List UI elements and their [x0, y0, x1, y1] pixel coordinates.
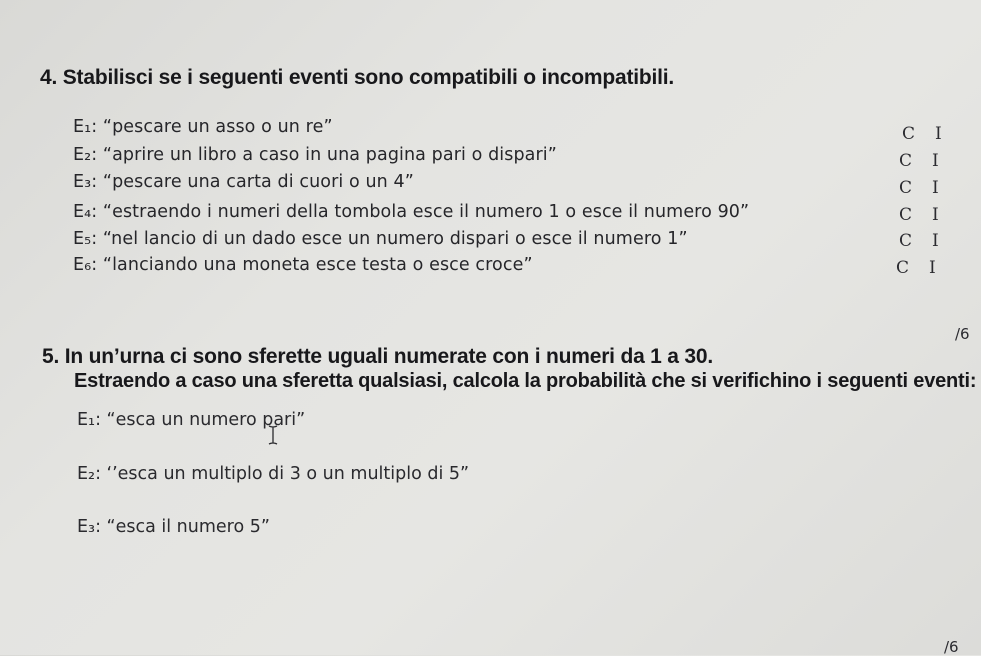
choice-compatible[interactable]: C: [899, 178, 913, 198]
choice-incompatible[interactable]: I: [929, 258, 936, 278]
q5-event-3: E₃: “esca il numero 5”: [77, 517, 270, 537]
q4-choice-row-3: [899, 178, 939, 198]
q5-score: /6: [944, 638, 959, 656]
q4-score: /6: [955, 325, 970, 343]
q4-event-5: E₅: “nel lancio di un dado esce un numero dispari o esce il numero 1”: [73, 229, 688, 249]
q4-choice-row-4: [899, 205, 939, 225]
q4-event-4: E₄: “estraendo i numeri della tombola esce il numero 1 o esce il numero 90”: [73, 202, 750, 222]
q5-event-1: E₁: “esca un numero pari”: [77, 410, 306, 430]
q4-event-2: E₂: “aprire un libro a caso in una pagina pari o dispari”: [73, 145, 557, 165]
choice-incompatible[interactable]: I: [932, 151, 939, 171]
choice-compatible[interactable]: C: [899, 231, 913, 251]
question-5-title: 5. In un’urna ci sono sferette uguali numerate con i numeri da 1 a 30.: [42, 345, 714, 368]
choice-compatible[interactable]: C: [899, 151, 913, 171]
q4-event-1: E₁: “pescare un asso o un re”: [73, 117, 333, 137]
choice-compatible[interactable]: C: [896, 258, 910, 278]
choice-incompatible[interactable]: I: [932, 178, 939, 198]
choice-incompatible[interactable]: I: [935, 124, 942, 144]
q5-event-2: E₂: ‘’esca un multiplo di 3 o un multiplo di 5”: [77, 464, 470, 484]
choice-compatible[interactable]: C: [899, 205, 913, 225]
choice-incompatible[interactable]: I: [932, 205, 939, 225]
q4-choice-row-5: [899, 231, 939, 251]
choice-incompatible[interactable]: I: [932, 231, 939, 251]
choice-compatible[interactable]: C: [902, 124, 916, 144]
question-5-subtitle: Estraendo a caso una sferetta qualsiasi, calcola la probabilità che si verifichino i seguenti eventi:: [74, 370, 977, 392]
q4-event-6: E₆: “lanciando una moneta esce testa o esce croce”: [73, 255, 533, 275]
q4-event-3: E₃: “pescare una carta di cuori o un 4”: [73, 172, 414, 192]
text-cursor-icon: [268, 425, 278, 445]
q4-choice-row-6: [896, 258, 936, 278]
q4-choice-row-1: [902, 124, 942, 144]
q4-choice-row-2: [899, 151, 939, 171]
question-4-title: 4. Stabilisci se i seguenti eventi sono compatibili o incompatibili.: [40, 66, 675, 89]
